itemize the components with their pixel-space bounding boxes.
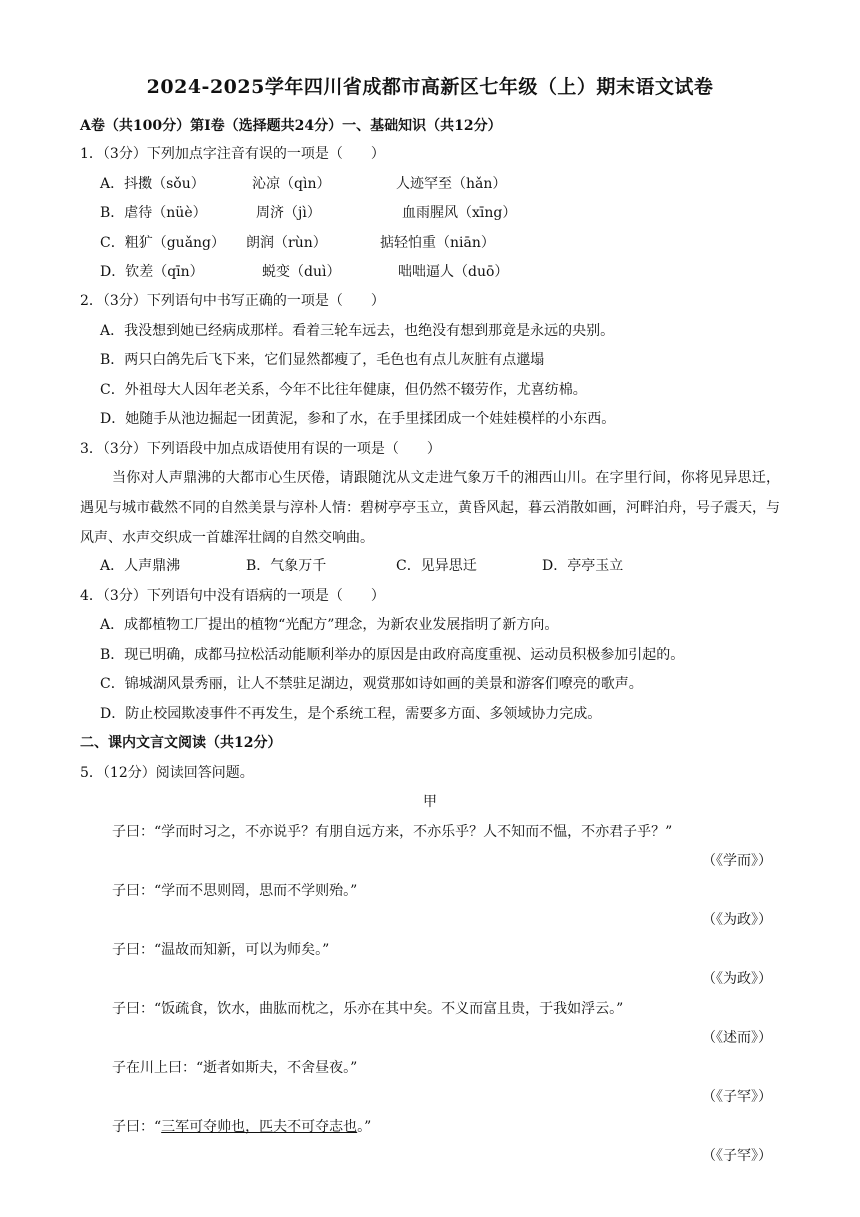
question-2-option-c: C．外祖母大人因年老关系，今年不比往年健康，但仍然不辍劳作，尤喜纺棉。 [100,382,587,398]
option-a-item-3: 人迹罕至（hǎn） [396,176,507,192]
question-4-stem: 4．（3分）下列语句中没有语病的一项是（ ） [80,588,385,604]
question-4-option-b: B．现已明确，成都马拉松活动能顺利举办的原因是由政府高度重视、运动员积极参加引起的。 [100,647,685,663]
passage-text: 当你对人声鼎沸的大都市心生厌倦，请跟随沈从文走进气象万千的湘西山川。在字里行间，你将见异思迁，遇见与城市截然不同的自然美景与淳朴人情：碧树亭亭玉立，黄昏风起，暮云消散如画，河畔泊舟，号子震天，与风声、水声交织成一首雄浑壮阔的自然交响曲。 [80,470,780,546]
question-4-option-a: A．成都植物工厂提出的植物“光配方”理念，为新农业发展指明了新方向。 [100,617,559,633]
question-4-option-d: D．防止校园欺凌事件不再发生，是个系统工程，需要多方面、多领域协力完成。 [100,706,602,722]
question-4-option-c: C．锦城湖风景秀丽，让人不禁驻足湖边，观赏那如诗如画的美景和游客们嘹亮的歌声。 [100,676,643,692]
text-jia-label: 甲 [423,794,437,810]
quote-4-source: （《述而》） [702,1030,772,1046]
question-2-option-d: D．她随手从池边掘起一团黄泥，参和了水，在手里揉团成一个娃娃模样的小东西。 [100,411,616,427]
question-1-stem: 1．（3分）下列加点字注音有误的一项是（ ） [80,146,385,162]
option-c-item-2: 朗润（rùn） [246,235,327,251]
question-3-option-c: C．见异思迁 [396,558,477,574]
page-title: 2024-2025学年四川省成都市高新区七年级（上）期末语文试卷 [146,76,714,98]
option-b-item-1: B．虐待（nüè） [100,205,207,221]
quote-6-prefix: 子曰：“ [112,1119,162,1135]
option-b-item-3: 血雨腥风（xīng） [402,205,517,221]
quote-3-source: （《为政》） [702,971,772,987]
quote-5-source: （《子罕》） [702,1089,772,1105]
option-c-item-3: 掂轻怕重（niān） [380,235,495,251]
question-3-option-d: D．亭亭玉立 [542,558,624,574]
section-2-heading: 二、课内文言文阅读（共12分） [80,735,282,751]
quote-1-source: （《学而》） [702,853,772,869]
question-5-stem: 5．（12分）阅读回答问题。 [80,765,254,781]
section-a-heading: A卷（共100分）第Ⅰ卷（选择题共24分）一、基础知识（共12分） [80,118,502,134]
question-2-option-a: A．我没想到她已经病成那样。看着三轮车远去，也绝没有想到那竟是永远的央别。 [100,323,615,339]
option-c-item-1: C．粗犷（guǎng） [100,235,226,251]
option-d-item-3: 咄咄逼人（duō） [398,264,509,280]
question-2-option-b: B．两只白鸽先后飞下来，它们显然都瘦了，毛色也有点儿灰脏有点邋塌 [100,352,545,368]
quote-6-underlined: 三军可夺帅也，匹夫不可夺志也 [161,1119,358,1135]
quote-1: 子曰：“学而时习之，不亦说乎？有朋自远方来，不亦乐乎？人不知而不愠，不亦君子乎？” [112,824,673,840]
question-3-passage [80,463,780,553]
quote-3: 子曰：“温故而知新，可以为师矣。” [112,942,330,958]
option-a-item-2: 沁凉（qìn） [252,176,331,192]
question-3-stem: 3．（3分）下列语段中加点成语使用有误的一项是（ ） [80,441,441,457]
quote-5: 子在川上曰：“逝者如斯夫，不舍昼夜。” [112,1060,358,1076]
quote-6-suffix: 。” [357,1119,372,1135]
quote-2-source: （《为政》） [702,912,772,928]
option-d-item-2: 蜕变（duì） [262,264,341,280]
option-b-item-2: 周济（jì） [256,205,321,221]
quote-4: 子曰：“饭疏食，饮水，曲肱而枕之，乐亦在其中矣。不义而富且贵，于我如浮云。” [112,1001,624,1017]
question-3-option-a: A．人声鼎沸 [100,558,181,574]
quote-6 [112,1117,371,1137]
option-a-item-1: A．抖擞（sǒu） [100,176,205,192]
question-2-stem: 2．（3分）下列语句中书写正确的一项是（ ） [80,293,385,309]
question-3-option-b: B．气象万千 [246,558,327,574]
quote-6-source: （《子罕》） [702,1148,772,1164]
option-d-item-1: D．钦差（qīn） [100,264,204,280]
quote-2: 子曰：“学而不思则罔，思而不学则殆。” [112,883,358,899]
